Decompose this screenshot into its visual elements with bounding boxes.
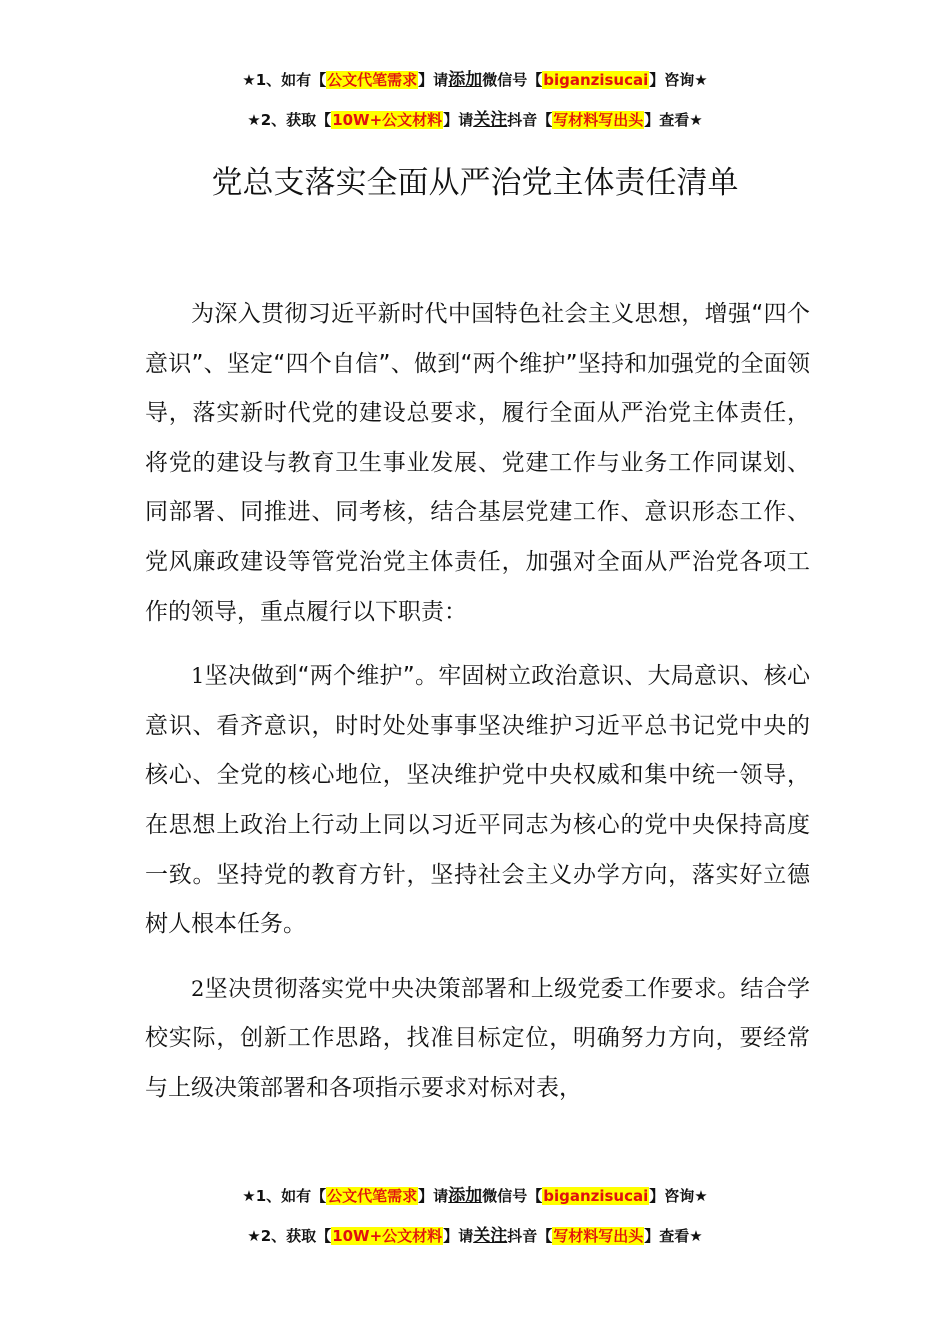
promo-line-2 (0, 1216, 950, 1256)
promo-text: 】请 (443, 1227, 474, 1245)
promo-emphasis: 关注 (473, 1226, 508, 1246)
duty-item-1 (145, 652, 810, 950)
paragraph-text: 坚决贯彻落实党中央决策部署和上级党委工作要求。结合学校实际，创新工作思路，找准目标定位，明确努力方向，要经常与上级决策部署和各项指示要求对标对表， (145, 975, 810, 1101)
promo-text: 】请 (418, 1187, 449, 1205)
promo-text: 抖音【 (507, 1227, 553, 1245)
top-promo-banner (0, 60, 950, 140)
item-number: 2 (191, 976, 205, 1001)
promo-text: 微信号【 (482, 1187, 543, 1205)
promo-line-1 (0, 1176, 950, 1216)
promo-text: ★2、获取【 (247, 111, 332, 129)
paragraph-text: 坚决做到“两个维护”。牢固树立政治意识、大局意识、核心意识、看齐意识，时时处处事事坚决维护习近平总书记党中央的核心、全党的核心地位，坚决维护党中央权威和集中统一领导，在思想上政治上行动上同以习近平同志为核心的党中央保持高度一致。坚持党的教育方针，坚持社会主义办学方向，落实好立德树人根本任务。 (145, 663, 810, 938)
paragraph-text: 为深入贯彻习近平新时代中国特色社会主义思想，增强“四个意识”、坚定“四个自信”、做到“两个维护”坚持和加强党的全面领导，落实新时代党的建设总要求，履行全面从严治党主体责任，将党的建设与教育卫生事业发展、党建工作与业务工作同谋划、同部署、同推进、同考核，结合基层党建工作、意识形态工作、党风廉政建设等管党治党主体责任，加强对全面从严治党各项工作的领导，重点履行以下职责： (145, 301, 810, 625)
document-title: 党总支落实全面从严治党主体责任清单 (211, 165, 739, 201)
promo-douyin-id: 写材料写出头 (553, 1227, 644, 1245)
promo-douyin-id: 写材料写出头 (553, 111, 644, 129)
promo-emphasis: 关注 (473, 110, 508, 130)
promo-highlight: 公文代笔需求 (327, 1187, 418, 1205)
promo-highlight: 公文代笔需求 (327, 71, 418, 89)
bottom-promo-banner (0, 1176, 950, 1256)
duty-item-2 (145, 965, 810, 1114)
promo-line-1 (0, 60, 950, 100)
promo-text: 】咨询★ (649, 1187, 708, 1205)
promo-highlight: 10W+公文材料 (332, 111, 443, 129)
intro-paragraph (145, 290, 810, 637)
promo-emphasis: 添加 (448, 1186, 483, 1206)
promo-text: ★1、如有【 (242, 71, 327, 89)
promo-text: 】请 (418, 71, 449, 89)
promo-wechat-id: biganzisucai (543, 71, 649, 89)
promo-text: ★1、如有【 (242, 1187, 327, 1205)
promo-text: 抖音【 (507, 111, 553, 129)
promo-text: 】请 (443, 111, 474, 129)
promo-line-2 (0, 100, 950, 140)
promo-text: 微信号【 (482, 71, 543, 89)
promo-highlight: 10W+公文材料 (332, 1227, 443, 1245)
promo-wechat-id: biganzisucai (543, 1187, 649, 1205)
item-number: 1 (191, 664, 205, 689)
promo-emphasis: 添加 (448, 70, 483, 90)
promo-text: 】查看★ (644, 111, 703, 129)
promo-text: 】咨询★ (649, 71, 708, 89)
promo-text: 】查看★ (644, 1227, 703, 1245)
promo-text: ★2、获取【 (247, 1227, 332, 1245)
document-body (145, 290, 810, 1114)
